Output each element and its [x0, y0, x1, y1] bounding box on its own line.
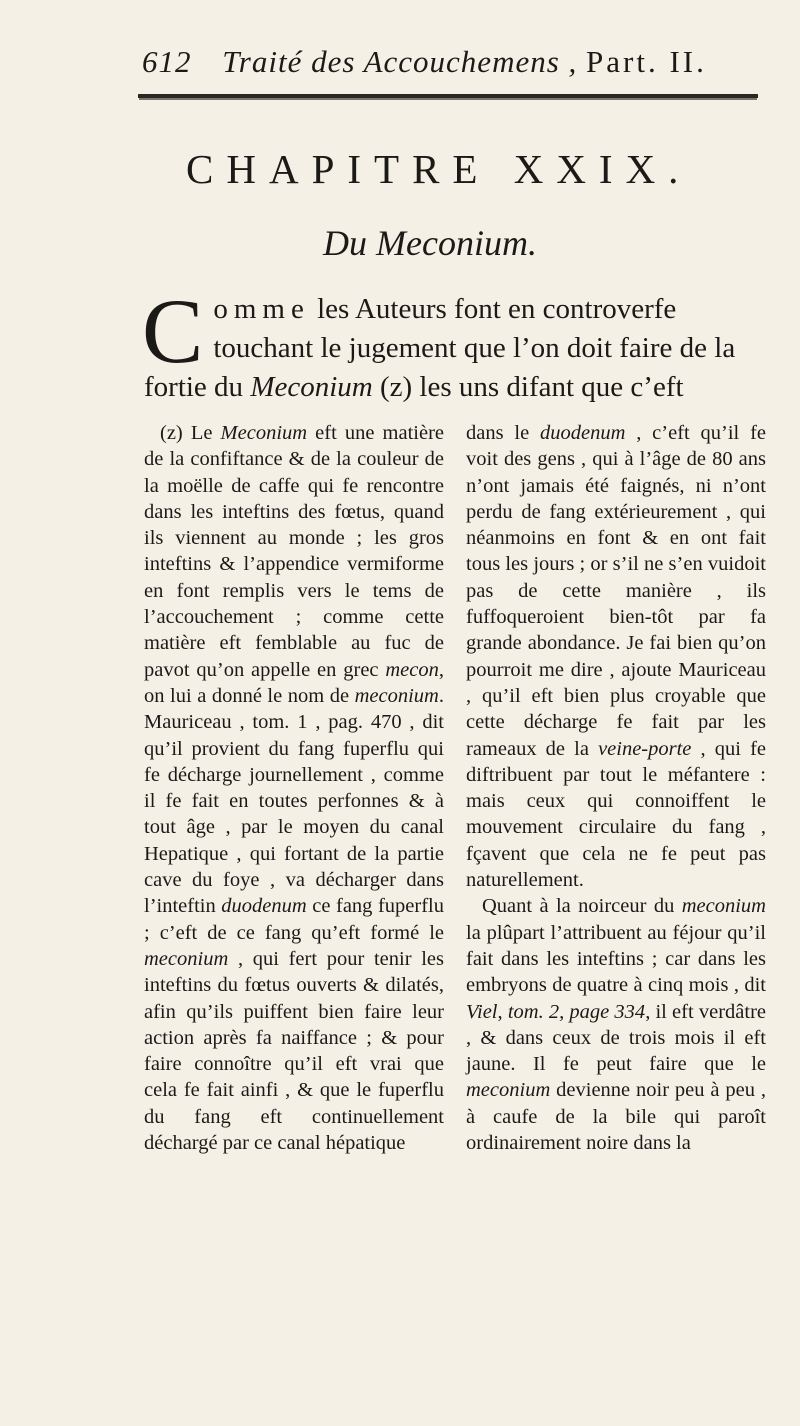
text-run: . Mauriceau , tom. 1 , pag. 470 , dit qu’il provient du fang fuperflu qui fe décharge journellement , comme il fe fait en toutes perfonnes & à tout âge , par le moyen du canal Hepatique , qui fortant de la partie cave du foye , va décharger dans l’inteftin	[144, 684, 444, 918]
page-number: 612	[142, 44, 192, 79]
italic-run: meconium	[144, 947, 229, 970]
chapter-heading: CHAPITRE XXIX.	[186, 146, 692, 192]
intro-text: les Auteurs font en controverfe touchant le jugement que l’on doit faire de la fortie du	[144, 293, 736, 403]
intro-text-end: (z) les uns difant que c’eft	[372, 371, 684, 403]
drop-cap: C	[142, 280, 204, 382]
footnote-column-left	[144, 420, 444, 1156]
text-run: , c’eft qu’il fe voit des gens , qui à l’âge de 80 ans n’ont jamais été faignés, ni n’ont perdu de fang extérieurement , qui néanmoins en font & en ont fait tous les jours ; or s’il ne s’en vuidoit pas de cette manière , ils fuffoqueroient bien-tôt par fa grande abondance. Je fai bien qu’on pourroit me dire , ajoute Mauriceau , qu’il eft bien plus croyable que cette décharge fe fait par les rameaux de la	[466, 422, 766, 760]
chapter-subtitle: Du Meconium.	[323, 223, 537, 263]
running-part: Part. II.	[586, 44, 707, 79]
footnote-paragraph	[466, 893, 766, 1156]
text-run: Quant à la noirceur du	[482, 895, 682, 918]
text-run: dans le	[466, 422, 541, 444]
text-run: , qui fe diftribuent par tout le méfantere : mais ceux qui connoiffent le mouvement circulaire du fang , fçavent que cela ne fe peut pas naturellement.	[466, 737, 766, 892]
italic-run: meconium	[466, 1079, 551, 1102]
italic-run: duodenum	[221, 895, 307, 918]
text-run: , on lui a donné le nom de	[144, 658, 444, 707]
italic-run: mecon	[385, 658, 439, 681]
italic-run: veine-porte	[598, 737, 692, 760]
footnote-column-right	[466, 420, 766, 1156]
footnote-paragraph	[144, 420, 444, 1156]
running-head	[142, 44, 760, 80]
text-run: devienne noir peu à peu , à caufe de la bile qui paroît ordinairement noire dans la	[466, 1079, 766, 1155]
text-run: eft une matière de la confiftance & de la couleur de la moëlle de caffe qui fe rencontre dans les inteftins des fœtus, quand ils viennent au monde ; les gros inteftins & l’appendice vermiforme en font remplis vers le tems de l’accouchement ; comme cette matière eft femblable au fuc de pavot qu’on appelle en grec	[144, 422, 445, 681]
intro-first-word: omme	[213, 293, 310, 325]
text-run: la plûpart l’attribuent au féjour qu’il fait dans les inteftins ; car dans les embryons de quatre à cinq mois , dit	[466, 921, 766, 997]
text-run: ,	[497, 1000, 508, 1023]
intro-paragraph	[142, 280, 764, 407]
italic-run: meconium	[354, 684, 439, 707]
text-run: ce fang fuperflu ; c’eft de ce fang qu’eft formé le	[144, 895, 444, 944]
text-run: (z) Le	[160, 422, 221, 444]
italic-run: tom. 2, page 334	[507, 1000, 646, 1023]
footnote-paragraph-continued	[466, 420, 766, 893]
header-rule	[138, 94, 758, 98]
running-title: Traité des Accouchemens ,	[222, 44, 578, 79]
italic-run: meconium	[681, 895, 766, 918]
italic-run: Viel	[466, 1000, 498, 1023]
italic-run: duodenum	[540, 422, 626, 444]
intro-term: Meconium	[250, 371, 373, 403]
text-run: , qui fert pour tenir les inteftins du fœtus ouverts & dilatés, afin qu’ils puiffent bien faire leur action après fa naiffance ; & pour faire connoître qu’il eft vrai que cela fe fait ainfi , & que le fuperflu du fang eft continuellement déchargé par ce canal hépatique	[144, 947, 444, 1155]
text-run: , il eft verdâtre , & dans ceux de trois mois il eft jaune. Il fe peut faire que le	[466, 1000, 766, 1076]
italic-run: Meconium	[220, 422, 308, 444]
